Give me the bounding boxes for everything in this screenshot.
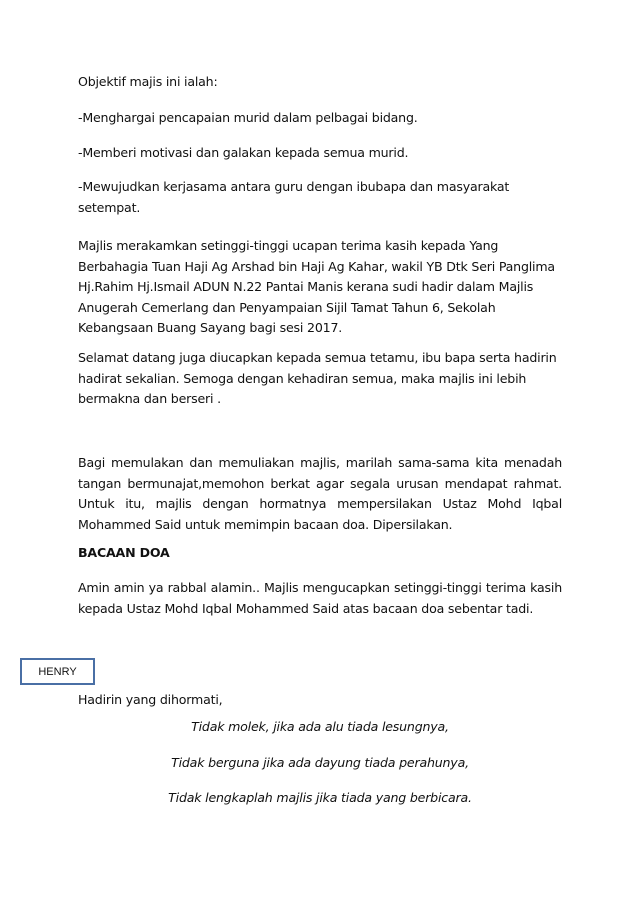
pantun-line-3: Tidak lengkaplah majlis jika tiada yang berbicara.: [168, 790, 472, 805]
thanks-paragraph: Majlis merakamkan setinggi-tinggi ucapan terima kasih kepada Yang Berbahagia Tuan Haji Ag Arshad bin Haji Ag Kahar, wakil YB Dtk Seri Panglima Hj.Rahim Hj.Ismail ADUN N.22 Pantai Manis kerana sudi hadir dalam Majlis Anugerah Cemerlang dan Penyampaian Sijil Tamat Tahun 6, Sekolah Kebangsaan Buang Sayang bagi sesi 2017.: [78, 238, 555, 335]
welcome-paragraph: Selamat datang juga diucapkan kepada semua tetamu, ibu bapa serta hadirin hadirat sekalian. Semoga dengan kehadiran semua, maka majlis ini lebih bermakna dan berseri .: [78, 350, 557, 406]
prayer-heading: BACAAN DOA: [78, 545, 170, 560]
address-line: Hadirin yang dihormati,: [78, 692, 223, 707]
objective-item-1: -Menghargai pencapaian murid dalam pelbagai bidang.: [78, 110, 418, 125]
objective-item-2: -Memberi motivasi dan galakan kepada semua murid.: [78, 145, 409, 160]
prayer-thanks-paragraph: Amin amin ya rabbal alamin.. Majlis mengucapkan setinggi-tinggi terima kasih kepada Ustaz Mohd Iqbal Mohammed Said atas bacaan doa sebentar tadi.: [78, 580, 562, 616]
objective-item-3: -Mewujudkan kerjasama antara guru dengan ibubapa dan masyarakat setempat.: [78, 179, 510, 215]
pantun-line-1: Tidak molek, jika ada alu tiada lesungnya,: [191, 719, 449, 734]
prayer-intro-paragraph: Bagi memulakan dan memuliakan majlis, marilah sama-sama kita menadah tangan bermunajat,memohon berkat agar segala urusan mendapat rahmat. Untuk itu, majlis dengan hormatnya mempersilakan Ustaz Mohd Iqbal Mohammed Said untuk memimpin bacaan doa. Dipersilakan.: [78, 455, 562, 532]
speaker-label-box: HENRY: [20, 658, 95, 685]
objectives-heading: Objektif majis ini ialah:: [78, 74, 218, 89]
pantun-line-2: Tidak berguna jika ada dayung tiada perahunya,: [171, 755, 469, 770]
